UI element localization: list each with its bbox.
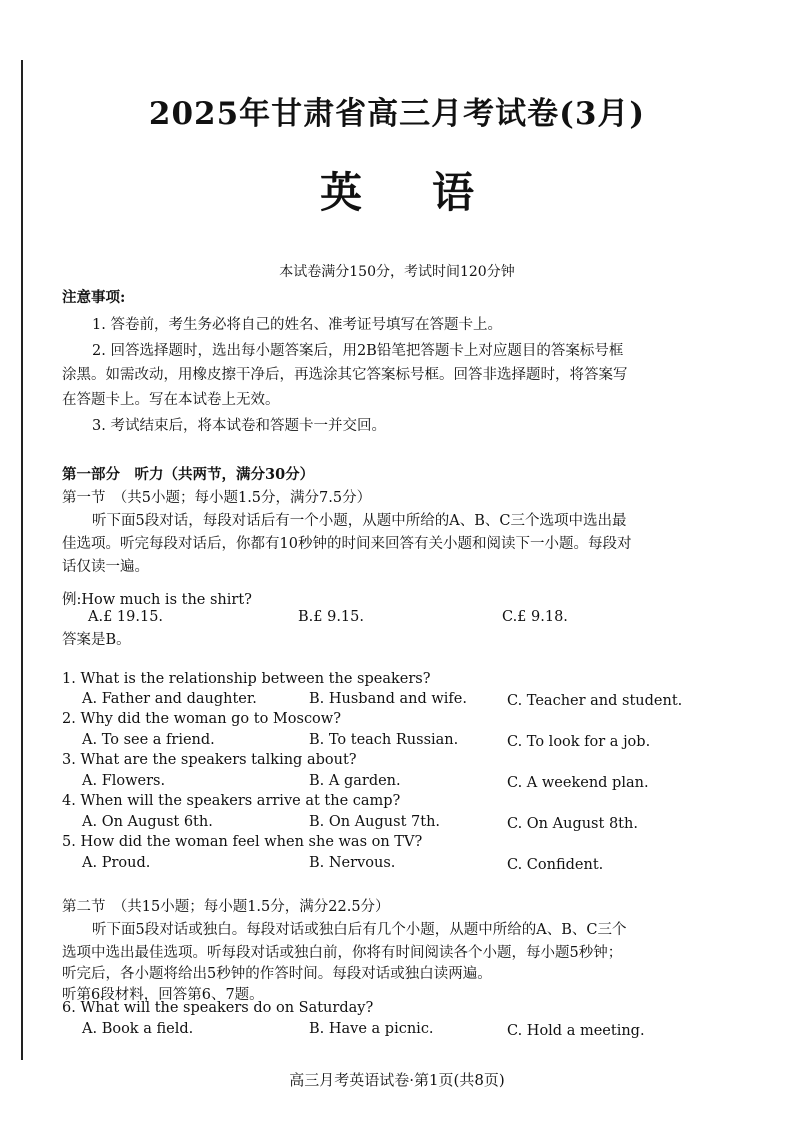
question-3-option-b: B. A garden. (309, 773, 401, 789)
question-2-option-a: A. To see a friend. (82, 732, 215, 748)
example-option-b: B.£ 9.15. (298, 609, 364, 625)
example-option-a: A.£ 19.15. (88, 609, 164, 625)
question-6-option-b: B. Have a picnic. (309, 1021, 434, 1037)
question-5-option-c: C. Confident. (507, 857, 604, 873)
section1-instruction-line1: 听下面5段对话，每段对话后有一个小题，从题中所给的A、B、C三个选项中选出最 (92, 513, 627, 529)
question-6: 6. What will the speakers do on Saturday? (62, 1000, 374, 1016)
notice-item-2-line3: 在答题卡上。写在本试卷上无效。 (62, 392, 280, 408)
question-6-option-a: A. Book a field. (82, 1021, 194, 1037)
question-4: 4. When will the speakers arrive at the camp? (62, 793, 401, 809)
question-2-option-c: C. To look for a job. (507, 734, 651, 750)
example-question: 例:How much is the shirt? (62, 592, 252, 608)
question-2: 2. Why did the woman go to Moscow? (62, 711, 341, 727)
section2-instruction-line2: 选项中选出最佳选项。听每段对话或独白前，你将有时间阅读各个小题，每小题5秒钟； (62, 945, 623, 961)
notice-item-1: 1. 答卷前，考生务必将自己的姓名、准考证号填写在答题卡上。 (92, 317, 502, 333)
section1-instruction-line3: 话仅读一遍。 (62, 559, 149, 575)
question-1-option-c: C. Teacher and student. (507, 693, 683, 709)
notice-heading: 注意事项: (62, 289, 126, 306)
question-5-option-b: B. Nervous. (309, 855, 396, 871)
section2-instruction-line1: 听下面5段对话或独白。每段对话或独白后有几个小题，从题中所给的A、B、C三个 (92, 922, 627, 938)
section2-heading: 第二节 （共15小题；每小题1.5分，满分22.5分） (62, 899, 390, 915)
question-5: 5. How did the woman feel when she was on TV? (62, 834, 423, 850)
section1-heading: 第一节 （共5小题；每小题1.5分，满分7.5分） (62, 490, 372, 506)
section1-instruction-line2: 佳选项。听完每段对话后，你都有10秒钟的时间来回答有关小题和阅读下一小题。每段对 (62, 536, 632, 552)
notice-item-2-line1: 2. 回答选择题时，选出每小题答案后，用2B铅笔把答题卡上对应题目的答案标号框 (92, 343, 624, 359)
notice-item-2-line2: 涂黑。如需改动，用橡皮擦干净后，再选涂其它答案标号框。回答非选择题时，将答案写 (62, 367, 628, 383)
question-5-option-a: A. Proud. (82, 855, 151, 871)
subject-title: 英语 (319, 168, 544, 217)
part1-heading: 第一部分 听力（共两节，满分30分） (62, 466, 315, 483)
question-1-option-a: A. Father and daughter. (82, 691, 257, 707)
notice-item-3: 3. 考试结束后，将本试卷和答题卡一并交回。 (92, 418, 386, 434)
example-option-c: C.£ 9.18. (502, 609, 568, 625)
exam-info: 本试卷满分150分，考试时间120分钟 (279, 264, 515, 280)
page-footer: 高三月考英语试卷·第1页(共8页) (289, 1071, 505, 1089)
example-answer: 答案是B。 (62, 632, 131, 648)
question-1-option-b: B. Husband and wife. (309, 691, 467, 707)
question-6-option-c: C. Hold a meeting. (507, 1023, 645, 1039)
question-1: 1. What is the relationship between the speakers? (62, 671, 431, 687)
exam-title: 2025年甘肃省高三月考试卷(3月) (148, 96, 646, 132)
question-4-option-b: B. On August 7th. (309, 814, 441, 830)
question-3: 3. What are the speakers talking about? (62, 752, 357, 768)
section2-material-note: 听第6段材料，回答第6、7题。 (62, 987, 264, 1003)
question-3-option-a: A. Flowers. (82, 773, 166, 789)
section2-instruction-line3: 听完后，各小题将给出5秒钟的作答时间。每段对话或独白读两遍。 (62, 966, 492, 982)
question-4-option-a: A. On August 6th. (82, 814, 213, 830)
question-3-option-c: C. A weekend plan. (507, 775, 649, 791)
question-2-option-b: B. To teach Russian. (309, 732, 459, 748)
question-4-option-c: C. On August 8th. (507, 816, 638, 832)
